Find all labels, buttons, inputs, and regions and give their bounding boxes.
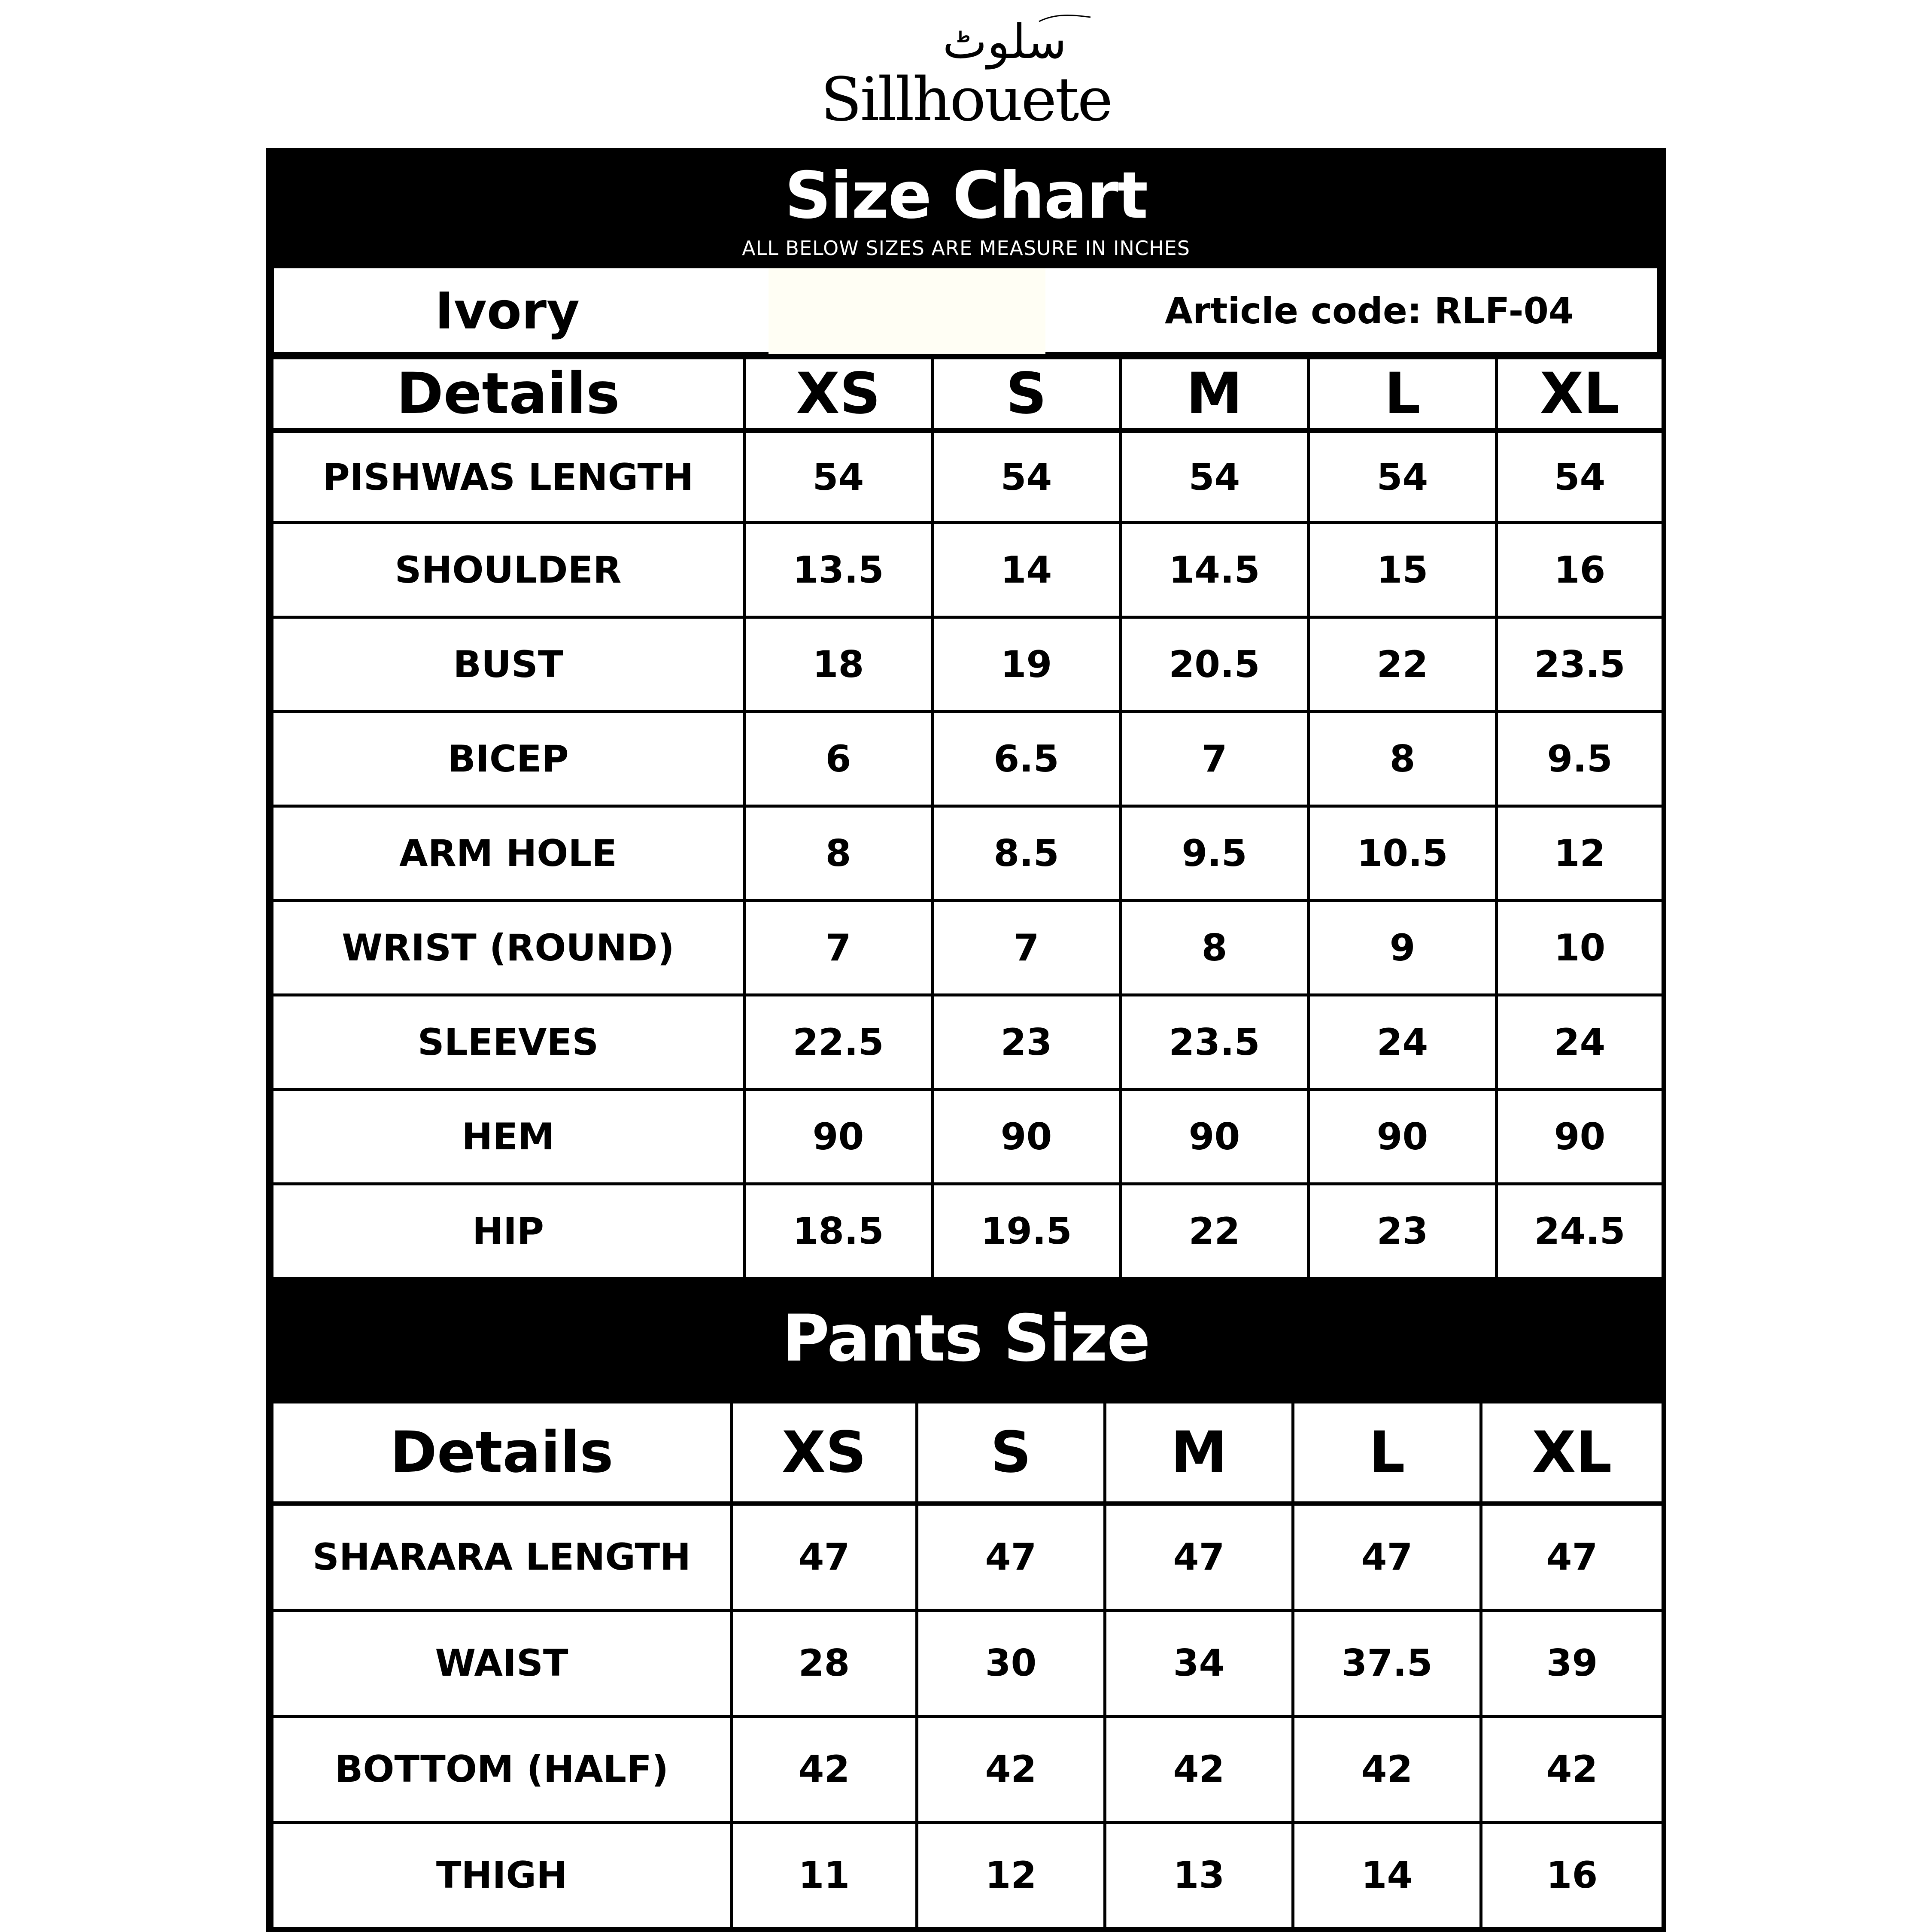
header-size: XS bbox=[744, 358, 933, 431]
brand-logo-graphic bbox=[816, 4, 1116, 133]
pants-size-title: Pants Size bbox=[782, 1301, 1150, 1376]
size-chart-table bbox=[270, 356, 1665, 1280]
size-value: 42 bbox=[917, 1716, 1105, 1823]
size-value: 54 bbox=[744, 431, 933, 523]
size-value: 47 bbox=[732, 1504, 917, 1610]
color-swatch bbox=[769, 268, 1045, 354]
size-value: 90 bbox=[933, 1090, 1121, 1184]
size-value: 54 bbox=[1497, 431, 1663, 523]
row-label: THIGH bbox=[272, 1823, 732, 1929]
size-value: 24 bbox=[1497, 995, 1663, 1090]
table-row bbox=[272, 431, 1663, 523]
size-value: 90 bbox=[1309, 1090, 1497, 1184]
size-value: 42 bbox=[1105, 1716, 1293, 1823]
size-value: 18.5 bbox=[744, 1184, 933, 1279]
row-label: HIP bbox=[272, 1184, 744, 1279]
size-value: 9 bbox=[1309, 901, 1497, 995]
table-row bbox=[272, 995, 1663, 1090]
size-value: 6 bbox=[744, 712, 933, 806]
header-size: XL bbox=[1497, 358, 1663, 431]
table-row bbox=[272, 806, 1663, 901]
size-value: 15 bbox=[1309, 523, 1497, 617]
row-label: PISHWAS LENGTH bbox=[272, 431, 744, 523]
size-value: 8.5 bbox=[933, 806, 1121, 901]
size-value: 30 bbox=[917, 1610, 1105, 1716]
size-chart-subtitle: ALL BELOW SIZES ARE MEASURE IN INCHES bbox=[742, 236, 1190, 260]
row-label: ARM HOLE bbox=[272, 806, 744, 901]
size-value: 90 bbox=[1497, 1090, 1663, 1184]
size-value: 22 bbox=[1309, 617, 1497, 712]
size-value: 23 bbox=[933, 995, 1121, 1090]
header-size: L bbox=[1309, 358, 1497, 431]
size-value: 6.5 bbox=[933, 712, 1121, 806]
size-value: 16 bbox=[1481, 1823, 1663, 1929]
header-size: XS bbox=[732, 1402, 917, 1504]
size-value: 23 bbox=[1309, 1184, 1497, 1279]
svg-text:سلوٹ: سلوٹ bbox=[942, 14, 1067, 69]
table-row bbox=[272, 1504, 1663, 1610]
article-code: Article code: RLF-04 bbox=[1165, 290, 1574, 332]
row-label: HEM bbox=[272, 1090, 744, 1184]
size-value: 23.5 bbox=[1497, 617, 1663, 712]
size-value: 24.5 bbox=[1497, 1184, 1663, 1279]
size-value: 16 bbox=[1497, 523, 1663, 617]
size-value: 47 bbox=[1293, 1504, 1481, 1610]
brand-logo bbox=[816, 4, 1116, 133]
header-size: M bbox=[1105, 1402, 1293, 1504]
size-value: 42 bbox=[1481, 1716, 1663, 1823]
size-value: 12 bbox=[917, 1823, 1105, 1929]
row-label: SLEEVES bbox=[272, 995, 744, 1090]
header-size: S bbox=[917, 1402, 1105, 1504]
pants-size-banner bbox=[266, 1284, 1666, 1393]
size-value: 24 bbox=[1309, 995, 1497, 1090]
size-value: 9.5 bbox=[1121, 806, 1309, 901]
color-name: Ivory bbox=[435, 281, 580, 340]
size-value: 90 bbox=[1121, 1090, 1309, 1184]
size-chart-banner bbox=[266, 148, 1666, 266]
size-value: 8 bbox=[744, 806, 933, 901]
size-value: 12 bbox=[1497, 806, 1663, 901]
size-value: 7 bbox=[933, 901, 1121, 995]
size-value: 13.5 bbox=[744, 523, 933, 617]
size-value: 7 bbox=[1121, 712, 1309, 806]
header-size: L bbox=[1293, 1402, 1481, 1504]
pants-size-table bbox=[270, 1400, 1665, 1930]
size-value: 7 bbox=[744, 901, 933, 995]
size-value: 34 bbox=[1105, 1610, 1293, 1716]
size-value: 14.5 bbox=[1121, 523, 1309, 617]
table-row bbox=[272, 712, 1663, 806]
header-row bbox=[272, 358, 1663, 431]
table-row bbox=[272, 1090, 1663, 1184]
size-value: 18 bbox=[744, 617, 933, 712]
row-label: BUST bbox=[272, 617, 744, 712]
table-row bbox=[272, 617, 1663, 712]
size-value: 42 bbox=[1293, 1716, 1481, 1823]
header-row bbox=[272, 1402, 1663, 1504]
size-value: 47 bbox=[1105, 1504, 1293, 1610]
size-value: 54 bbox=[1309, 431, 1497, 523]
size-value: 14 bbox=[933, 523, 1121, 617]
row-label: SHARARA LENGTH bbox=[272, 1504, 732, 1610]
size-value: 37.5 bbox=[1293, 1610, 1481, 1716]
header-size: XL bbox=[1481, 1402, 1663, 1504]
size-value: 39 bbox=[1481, 1610, 1663, 1716]
table-row bbox=[272, 1823, 1663, 1929]
size-value: 23.5 bbox=[1121, 995, 1309, 1090]
size-value: 19 bbox=[933, 617, 1121, 712]
size-value: 22.5 bbox=[744, 995, 933, 1090]
size-value: 54 bbox=[933, 431, 1121, 523]
table-row bbox=[272, 1184, 1663, 1279]
row-label: SHOULDER bbox=[272, 523, 744, 617]
header-details: Details bbox=[272, 358, 744, 431]
table-row bbox=[272, 523, 1663, 617]
size-value: 19.5 bbox=[933, 1184, 1121, 1279]
size-value: 28 bbox=[732, 1610, 917, 1716]
row-label: BOTTOM (HALF) bbox=[272, 1716, 732, 1823]
size-value: 10 bbox=[1497, 901, 1663, 995]
size-value: 20.5 bbox=[1121, 617, 1309, 712]
size-value: 13 bbox=[1105, 1823, 1293, 1929]
size-value: 90 bbox=[744, 1090, 933, 1184]
svg-text:Sillhouete: Sillhouete bbox=[820, 65, 1112, 133]
row-label: WRIST (ROUND) bbox=[272, 901, 744, 995]
size-value: 10.5 bbox=[1309, 806, 1497, 901]
size-value: 42 bbox=[732, 1716, 917, 1823]
table-row bbox=[272, 1610, 1663, 1716]
header-size: S bbox=[933, 358, 1121, 431]
size-value: 11 bbox=[732, 1823, 917, 1929]
size-value: 47 bbox=[917, 1504, 1105, 1610]
size-value: 9.5 bbox=[1497, 712, 1663, 806]
size-value: 8 bbox=[1121, 901, 1309, 995]
size-value: 14 bbox=[1293, 1823, 1481, 1929]
header-size: M bbox=[1121, 358, 1309, 431]
size-value: 22 bbox=[1121, 1184, 1309, 1279]
header-details: Details bbox=[272, 1402, 732, 1504]
size-value: 54 bbox=[1121, 431, 1309, 523]
size-chart-title: Size Chart bbox=[784, 158, 1148, 233]
size-value: 8 bbox=[1309, 712, 1497, 806]
row-label: WAIST bbox=[272, 1610, 732, 1716]
row-label: BICEP bbox=[272, 712, 744, 806]
table-row bbox=[272, 1716, 1663, 1823]
product-info-row bbox=[274, 268, 1657, 352]
table-row bbox=[272, 901, 1663, 995]
size-value: 47 bbox=[1481, 1504, 1663, 1610]
